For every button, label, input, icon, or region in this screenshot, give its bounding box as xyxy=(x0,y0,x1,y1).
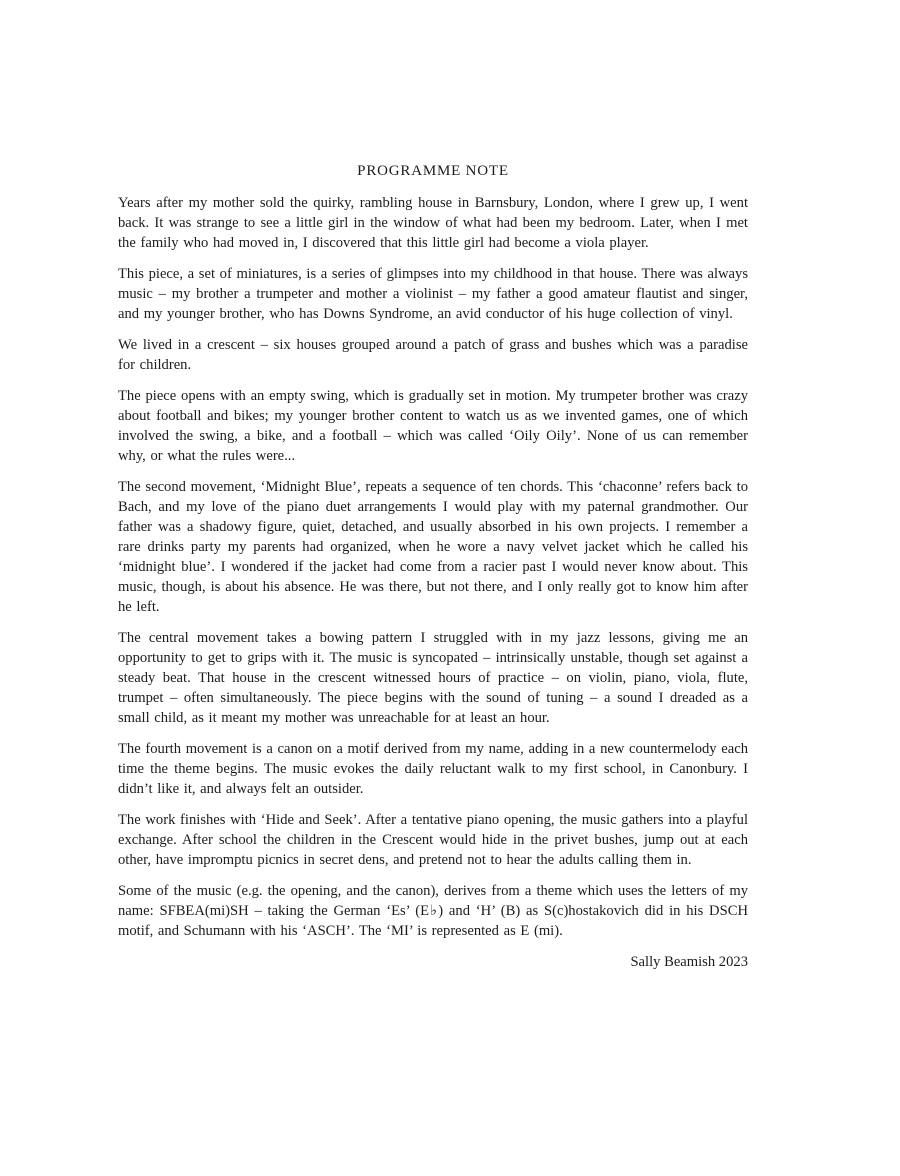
paragraph: We lived in a crescent – six houses grouped around a patch of grass and bushes which was a paradise for children. xyxy=(118,337,748,373)
paragraph: The central movement takes a bowing pattern I struggled with in my jazz lessons, giving me an opportunity to get to grips with it. The music is syncopated – intrinsically unstable, though set against a steady beat. That house in the crescent witnessed hours of practice – on violin, piano, viola, flute, trumpet – often simultaneously. The piece begins with the sound of tuning – a sound I dreaded as a small child, as it meant my mother was unreachable for at least an hour. xyxy=(118,630,748,726)
page-title: PROGRAMME NOTE xyxy=(357,163,509,179)
paragraph: The work finishes with ‘Hide and Seek’. After a tentative piano opening, the music gathers into a playful exchange. After school the children in the Crescent would hide in the privet bushes, jump out at each other, have impromptu picnics in secret dens, and pretend not to hear the adults calling them in. xyxy=(118,812,748,868)
paragraph: Some of the music (e.g. the opening, and the canon), derives from a theme which uses the letters of my name: SFBEA(mi)SH – taking the German ‘Es’ (E♭) and ‘H’ (B) as S(c)hostakovich did in his DSCH motif, and Schumann with his ‘ASCH’. The ‘MI’ is represented as E (mi). xyxy=(118,883,748,939)
programme-note-body xyxy=(118,163,748,972)
paragraph: The fourth movement is a canon on a motif derived from my name, adding in a new countermelody each time the theme begins. The music evokes the daily reluctant walk to my first school, in Canonbury. I didn’t like it, and always felt an outsider. xyxy=(118,741,748,797)
paragraph: The piece opens with an empty swing, which is gradually set in motion. My trumpeter brother was crazy about football and bikes; my younger brother content to watch us as we invented games, one of which involved the swing, a bike, and a football – which was called ‘Oily Oily’. None of us can remember why, or what the rules were... xyxy=(118,388,748,464)
paragraph: Years after my mother sold the quirky, rambling house in Barnsbury, London, where I grew up, I went back. It was strange to see a little girl in the window of what had been my bedroom. Later, when I met the family who had moved in, I discovered that this little girl had become a viola player. xyxy=(118,195,748,251)
paragraph: This piece, a set of miniatures, is a series of glimpses into my childhood in that house. There was always music – my brother a trumpeter and mother a violinist – my father a good amateur flautist and singer, and my younger brother, who has Downs Syndrome, an avid conductor of his huge collection of vinyl. xyxy=(118,266,748,322)
signature: Sally Beamish 2023 xyxy=(630,954,748,970)
paragraph: The second movement, ‘Midnight Blue’, repeats a sequence of ten chords. This ‘chaconne’ refers back to Bach, and my love of the piano duet arrangements I would play with my paternal grandmother. Our father was a shadowy figure, quiet, detached, and usually absorbed in his own projects. I remember a rare drinks party my parents had organized, when he wore a navy velvet jacket which he called his ‘midnight blue’. I wondered if the jacket had come from a racier past I would never know about. This music, though, is about his absence. He was there, but not there, and I only really got to know him after he left. xyxy=(118,479,748,615)
